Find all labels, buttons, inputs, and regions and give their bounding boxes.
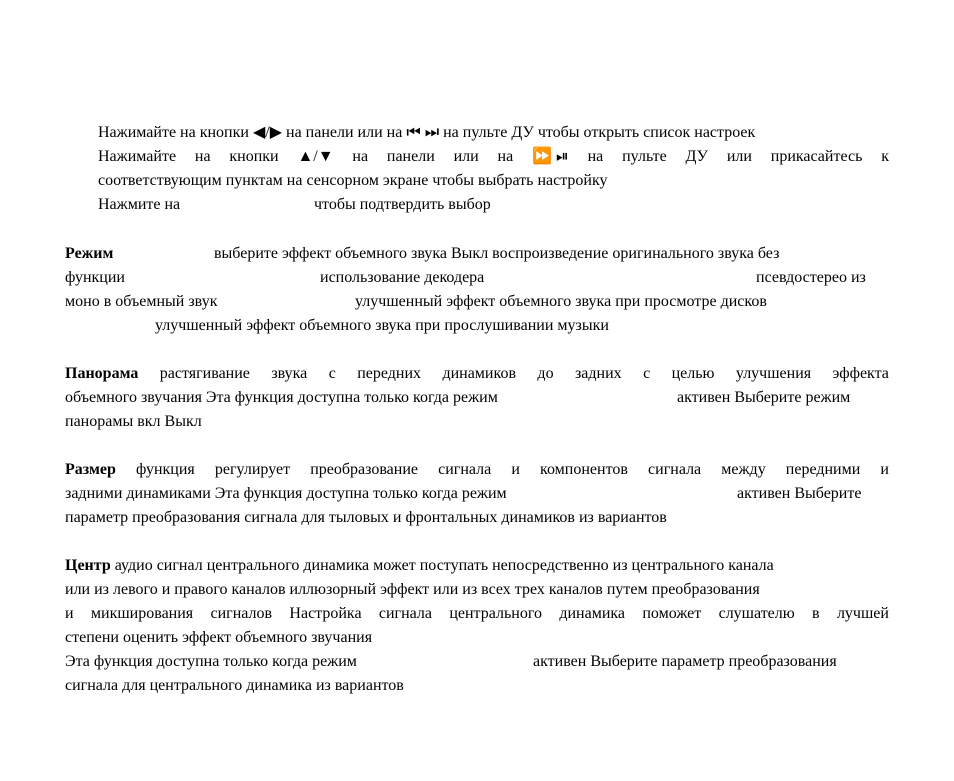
center-line-1-text: аудио сигнал центрального динамика может поступать непосредственно из центрального канала	[114, 557, 774, 574]
center-line-3-word: сигналов	[210, 605, 273, 622]
panorama-title: Панорама	[65, 365, 139, 382]
mode-title: Режим	[65, 245, 114, 262]
mode-line-2-c: псевдостерео из	[756, 269, 866, 286]
panorama-line-1-word: с	[328, 365, 336, 382]
panorama-line-1-word: целью	[671, 365, 715, 382]
center-line-3-word: центрального	[449, 605, 542, 622]
size-line-1-word: передними	[785, 461, 861, 478]
size-line-3: параметр преобразования сигнала для тыловых и фронтальных динамиков из вариантов	[65, 509, 667, 526]
size-line-2-b: активен Выберите	[737, 485, 862, 502]
intro-line-4-start: Нажмите на	[98, 196, 181, 213]
intro-line-2-word: ▲/▼	[297, 148, 334, 165]
mode-line-3-b: улучшенный эффект объемного звука при просмотре дисков	[355, 293, 767, 310]
intro-line-2-word: кнопки	[229, 148, 279, 165]
center-line-3-word: и	[65, 605, 74, 622]
panorama-line-1-word: до	[537, 365, 554, 382]
center-line-3-word: Настройка	[289, 605, 362, 622]
panorama-line-2-b: активен Выберите режим	[677, 389, 851, 406]
mode-line-2-b: использование декодера	[320, 269, 485, 286]
intro-line-2-word: или	[453, 148, 479, 165]
intro-line-2-word: или	[726, 148, 752, 165]
size-line-1-word: компонентов	[540, 461, 628, 478]
center-line-6: сигнала для центрального динамика из вариантов	[65, 677, 404, 694]
center-line-3-word: поможет	[642, 605, 702, 622]
intro-line-1: Нажимайте на кнопки ◀/▶ на панели или на ⏮ ⏭ на пульте ДУ чтобы открыть список настроек	[98, 124, 756, 141]
center-line-3-word: микширования	[90, 605, 194, 622]
size-line-1-word: преобразование	[310, 461, 418, 478]
panorama-line-1-word: передних	[357, 365, 422, 382]
size-title: Размер	[65, 461, 116, 478]
intro-line-2-word: на	[194, 148, 211, 165]
size-line-1-word: регулирует	[214, 461, 291, 478]
panorama-line-1-word: динамиков	[442, 365, 517, 382]
center-line-3-word: лучшей	[836, 605, 889, 622]
size-line-1-word: и	[880, 461, 889, 478]
intro-line-3: соответствующим пунктам на сенсорном экране чтобы выбрать настройку	[98, 172, 608, 189]
intro-line-2-word: к	[881, 148, 889, 165]
panorama-line-1	[65, 362, 889, 386]
center-line-5-a: Эта функция доступна только когда режим	[65, 653, 357, 670]
size-line-1	[65, 458, 889, 482]
size-line-1-word: функция	[135, 461, 195, 478]
center-line-5-b: активен Выберите параметр преобразования	[533, 653, 837, 670]
intro-line-2-word: пульте	[622, 148, 667, 165]
center-line-3	[65, 602, 889, 626]
mode-line-4: улучшенный эффект объемного звука при прослушивании музыки	[155, 317, 609, 334]
center-line-3-word: сигнала	[378, 605, 432, 622]
intro-line-2-word: прикасайтесь	[770, 148, 863, 165]
panorama-line-1-word: звука	[271, 365, 308, 382]
mode-line-2-a: функции	[65, 269, 125, 286]
size-line-1-word: и	[511, 461, 520, 478]
center-line-3-word: динамика	[559, 605, 626, 622]
intro-line-2-word: на	[497, 148, 514, 165]
intro-line-2-word: ДУ	[685, 148, 708, 165]
panorama-line-1-word: улучшения	[735, 365, 812, 382]
intro-line-2	[98, 145, 889, 169]
center-line-3-word: в	[812, 605, 820, 622]
size-line-1-word: сигнала	[648, 461, 702, 478]
panorama-line-1-word: эффекта	[832, 365, 889, 382]
panorama-line-1-word: задних	[574, 365, 622, 382]
intro-line-2-word: на	[587, 148, 604, 165]
center-line-2: или из левого и правого каналов иллюзорный эффект или из всех трех каналов путем преобразования	[65, 581, 760, 598]
intro-line-2-word: на	[352, 148, 369, 165]
panorama-line-1-word: с	[643, 365, 651, 382]
panorama-line-2-a: объемного звучания Эта функция доступна только когда режим	[65, 389, 498, 406]
size-line-2-a: задними динамиками Эта функция доступна только когда режим	[65, 485, 507, 502]
intro-line-4-end: чтобы подтвердить выбор	[314, 196, 491, 213]
panorama-line-3: панорамы вкл Выкл	[65, 413, 202, 430]
mode-line-1-text: выберите эффект объемного звука Выкл воспроизведение оригинального звука без	[214, 245, 780, 262]
size-line-1-word: между	[721, 461, 766, 478]
intro-line-2-word: панели	[386, 148, 435, 165]
center-title: Центр	[65, 557, 111, 574]
size-line-1-word: сигнала	[438, 461, 492, 478]
intro-line-2-word: ⏩ ⏯	[532, 148, 569, 165]
center-line-3-word: слушателю	[718, 605, 795, 622]
center-line-1	[65, 554, 774, 578]
intro-line-2-word: Нажимайте	[98, 148, 177, 165]
center-line-4: степени оценить эффект объемного звучания	[65, 629, 373, 646]
mode-line-3-a: моно в объемный звук	[65, 293, 218, 310]
panorama-line-1-word: растягивание	[159, 365, 250, 382]
